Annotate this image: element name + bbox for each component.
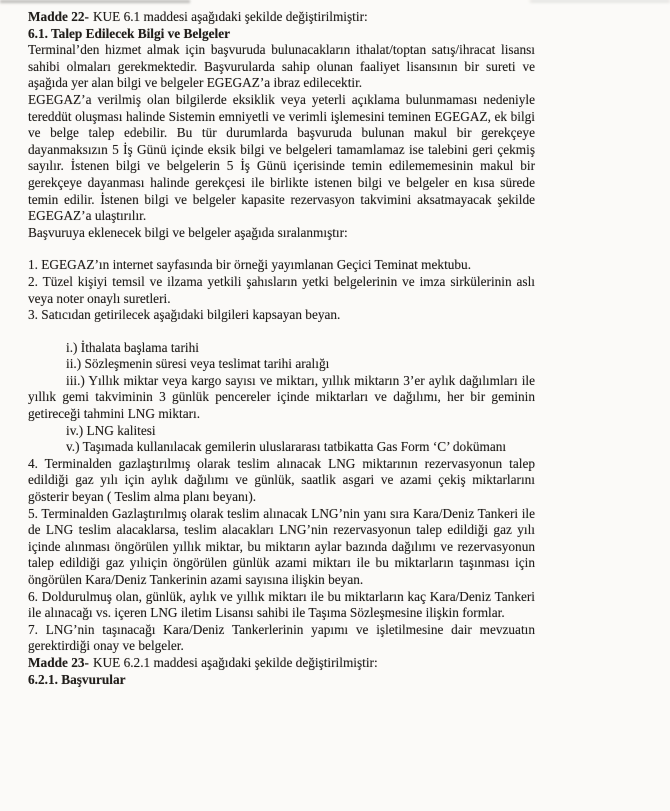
article-23-text: KUE 6.2.1 maddesi aşağıdaki şekilde değiştirilmiştir: (92, 654, 378, 670)
list-item-3: 3. Satıcıdan getirilecek aşağıdaki bilgileri kapsayan beyan. (28, 307, 341, 323)
list-intro-line: Başvuruya eklenecek bilgi ve belgeler aşağıda sıralanmıştır: (28, 224, 348, 240)
roman-item-iv: iv.) LNG kalitesi (66, 422, 156, 438)
roman-item-iii: iii.) Yıllık miktar veya kargo sayısı ve miktarı, yıllık miktarın 3’er aylık dağılımları ile yıllık gemi takviminin 3 günlük pencereler içinde miktarları ve dağılımı, her bir geminin getireceği tahmini LNG miktarı. (28, 372, 535, 422)
list-item-1: 1. EGEGAZ’ın internet sayfasında bir örneği yayımlanan Geçici Teminat mektubu. (28, 257, 472, 273)
list-item-6: 6. Doldurulmuş olan, günlük, aylık ve yıllık miktarı ile bu miktarların kaç Kara/Deniz Tankeri ile alınacağı vs. içeren LNG iletim Lisansı sahibi ile Taşıma Sözleşmesine ilişkin formlar. (28, 588, 535, 621)
article-23-line (28, 655, 535, 672)
roman-item-i: i.) İthalata başlama tarihi (66, 339, 199, 355)
section-6-1-heading: 6.1. Talep Edilecek Bilgi ve Belgeler (28, 25, 231, 41)
scan-artifact-top-left (0, 0, 190, 3)
roman-item-ii: ii.) Sözleşmenin süresi veya teslimat tarihi aralığı (66, 356, 330, 372)
list-item-7: 7. LNG’nin taşınacağı Kara/Deniz Tankerlerinin yapımı ve işletilmesine dair mevzuatın gerektirdiği onay ve belgeler. (28, 621, 535, 654)
paragraph-missing-information: EGEGAZ’a verilmiş olan bilgilerde eksiklik veya yeterli açıklama bulunmaması nedeniyle tereddüt oluşması halinde Sistemin emniyetli ve verimli işlemesini teminen EGEGAZ, ek bilgi ve belge talep edebilir. Bu tür durumlarda başvuruda bulunan makul bir gerekçeye dayanmaksızın 5 İş Günü içinde eksik bilgi ve belgeleri tamamlamaz ise talebini geri çekmiş sayılır. İstenen bilgi ve belgelerin 5 İş Günü içerisinde temin edilememesinin makul bir gerekçeye dayanması halinde gerekçesi ile birlikte istenen bilgi ve belgeler en kısa sürede temin edilir. İstenen bilgi ve belgeler kapasite rezervasyon takvimini aksatmayacak şekilde EGEGAZ’a ulaştırılır. (28, 91, 535, 224)
article-23-label: Madde 23- (28, 654, 89, 670)
section-6-2-1-heading: 6.2.1. Başvurular (28, 671, 126, 687)
article-22-label: Madde 22- (28, 9, 89, 24)
document-body (28, 9, 535, 688)
roman-numeral-list (28, 340, 535, 456)
numbered-items-1-2 (28, 257, 535, 307)
roman-item-v: v.) Taşımada kullanılacak gemilerin uluslararası tatbikatta Gas Form ‘C’ dokümanı (66, 439, 507, 455)
paragraph-application-requirements: Terminal’den hizmet almak için başvuruda bulunacakların ithalat/toptan satış/ihracat lisansı sahibi olmaları gerekmektedir. Başvurularda sahip olunan faaliyet lisansının bir sureti ve aşağıda yer alan bilgi ve belgeler EGEGAZ’a ibraz edilecektir. (28, 42, 535, 91)
article-22-text: KUE 6.1 maddesi aşağıdaki şekilde değiştirilmiştir: (92, 9, 368, 24)
list-item-5: 5. Terminalden Gazlaştırılmış olarak teslim alınacak LNG’nin yanı sıra Kara/Deniz Tankeri ile de LNG teslim alacaklarsa, teslim alacakları LNG’nin rezervasyonun talep edildiği gaz yılı içinde alınması öngörülen yıllık miktar, bu miktarın aylar bazında dağılımı ve rezervasyonun talep edildiği gaz yılıiçin öngörülen günlük azami miktarı ile bu miktarların taşınması için öngörülen Kara/Deniz Tankerinin azami sayısına ilişkin beyan. (28, 505, 535, 587)
list-item-4: 4. Terminalden gazlaştırılmış olarak teslim alınacak LNG miktarının rezervasyonun talep edildiği gaz yılı için aylık dağılımı ve günlük, saatlik asgari ve azami çekiş miktarlarını gösterir beyan ( Teslim alma planı beyanı). (28, 455, 535, 505)
scan-artifact-top-right (530, 0, 670, 2)
list-item-2: 2. Tüzel kişiyi temsil ve ilzama yetkili şahısların yetki belgelerinin ve imza sirkülerinin aslı veya noter onaylı suretleri. (28, 273, 535, 306)
article-22-line (28, 9, 535, 26)
